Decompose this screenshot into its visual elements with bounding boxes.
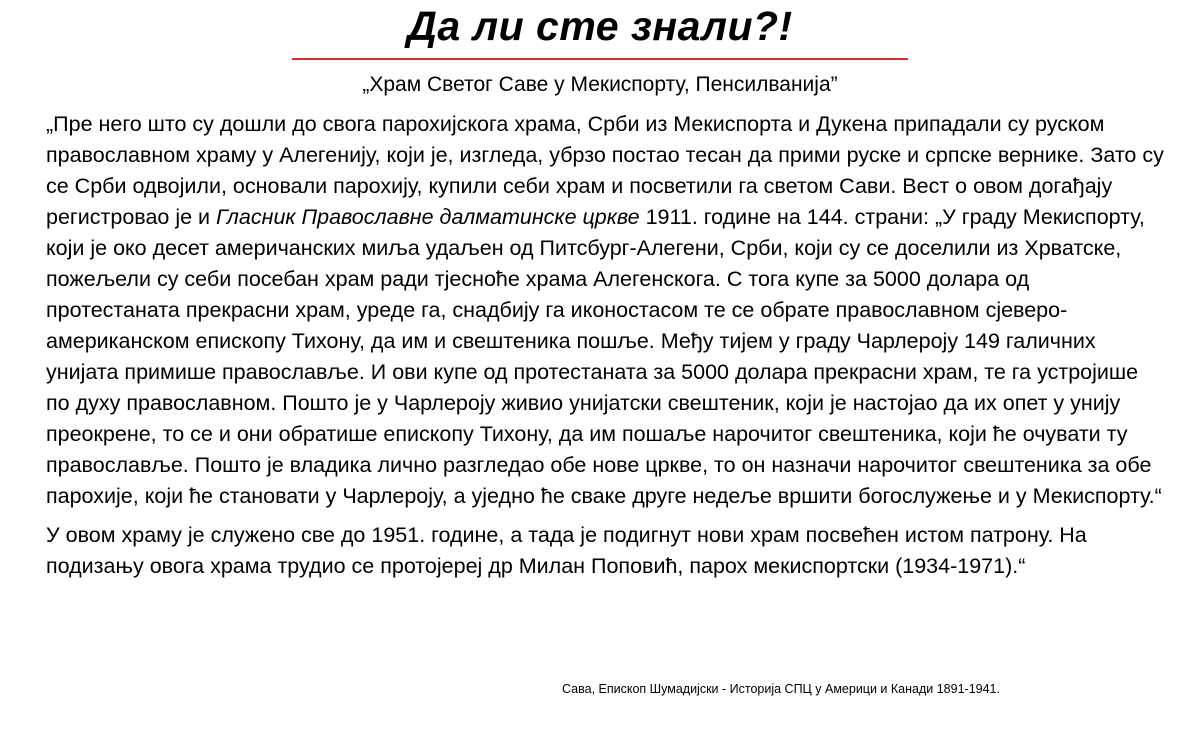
page-title: Да ли сте знали?! (407, 3, 793, 49)
page-subtitle: „Храм Светог Саве у Мекиспорту, Пенсилванија” (362, 73, 838, 96)
paragraph-1-text-start: „Пре него што су дошли до свога парохијскога храма, Срби из Мекиспорта и Дукена припадали су руском православном храму у Алегенију, који је, изгледа, убрзо постао тесан да прими руске и српске вернике. Зато су се Срби одвојили, основали парохију, купили себи храм и посветили га светом Сави. Вест о овом догађају регистровао је и (46, 112, 1164, 229)
source-citation: Сава, Епископ Шумадијски - Историја СПЦ у Америци и Канади 1891-1941. (562, 682, 1000, 696)
article-paragraph-1 (46, 109, 1166, 512)
journal-title: Гласник Православне далматинске цркве (216, 205, 640, 229)
paragraph-1-text-end: 1911. године на 144. страни: „У граду Мекиспорту, који је око десет америчанских миља удаљен од Питсбург-Алегени, Срби, који су се доселили из Хрватске, пожељели су себи посебан храм ради тјесноће храма Алегенскога. С тога купе за 5000 долара од протестаната прекрасни храм, уреде га, снадбију га иконостасом те се обрате православном сјеверо-американском епископу Тихону, да им и свештеника пошље. Међу тијем у граду Чарлероју 149 галичних унијата примише православље. И ови купе од протестаната за 5000 долара прекрасни храм, те га устројише по духу православном. Пошто је у Чарлероју живио унијатски свештеник, који је настојао да их опет у унију преокрене, то се и они обратише епископу Тихону, да им пошаље нарочитог свештеника, који ће очувати ту православље. Пошто је владика лично разгледао обе нове цркве, то он назначи нарочитог свештеника за обе парохије, који ће становати у Чарлероју, а уједно ће сваке друге недеље вршити богослужење и у Мекиспорту.“ (46, 205, 1162, 508)
article-body (46, 109, 1166, 582)
title-divider (292, 58, 908, 60)
article-paragraph-2: У овом храму је служено све до 1951. године, а тада је подигнут нови храм посвећен истом патрону. На подизању овога храма трудио се протојереј др Милан Поповић, парох мекиспортски (1934-1971).“ (46, 523, 1087, 578)
